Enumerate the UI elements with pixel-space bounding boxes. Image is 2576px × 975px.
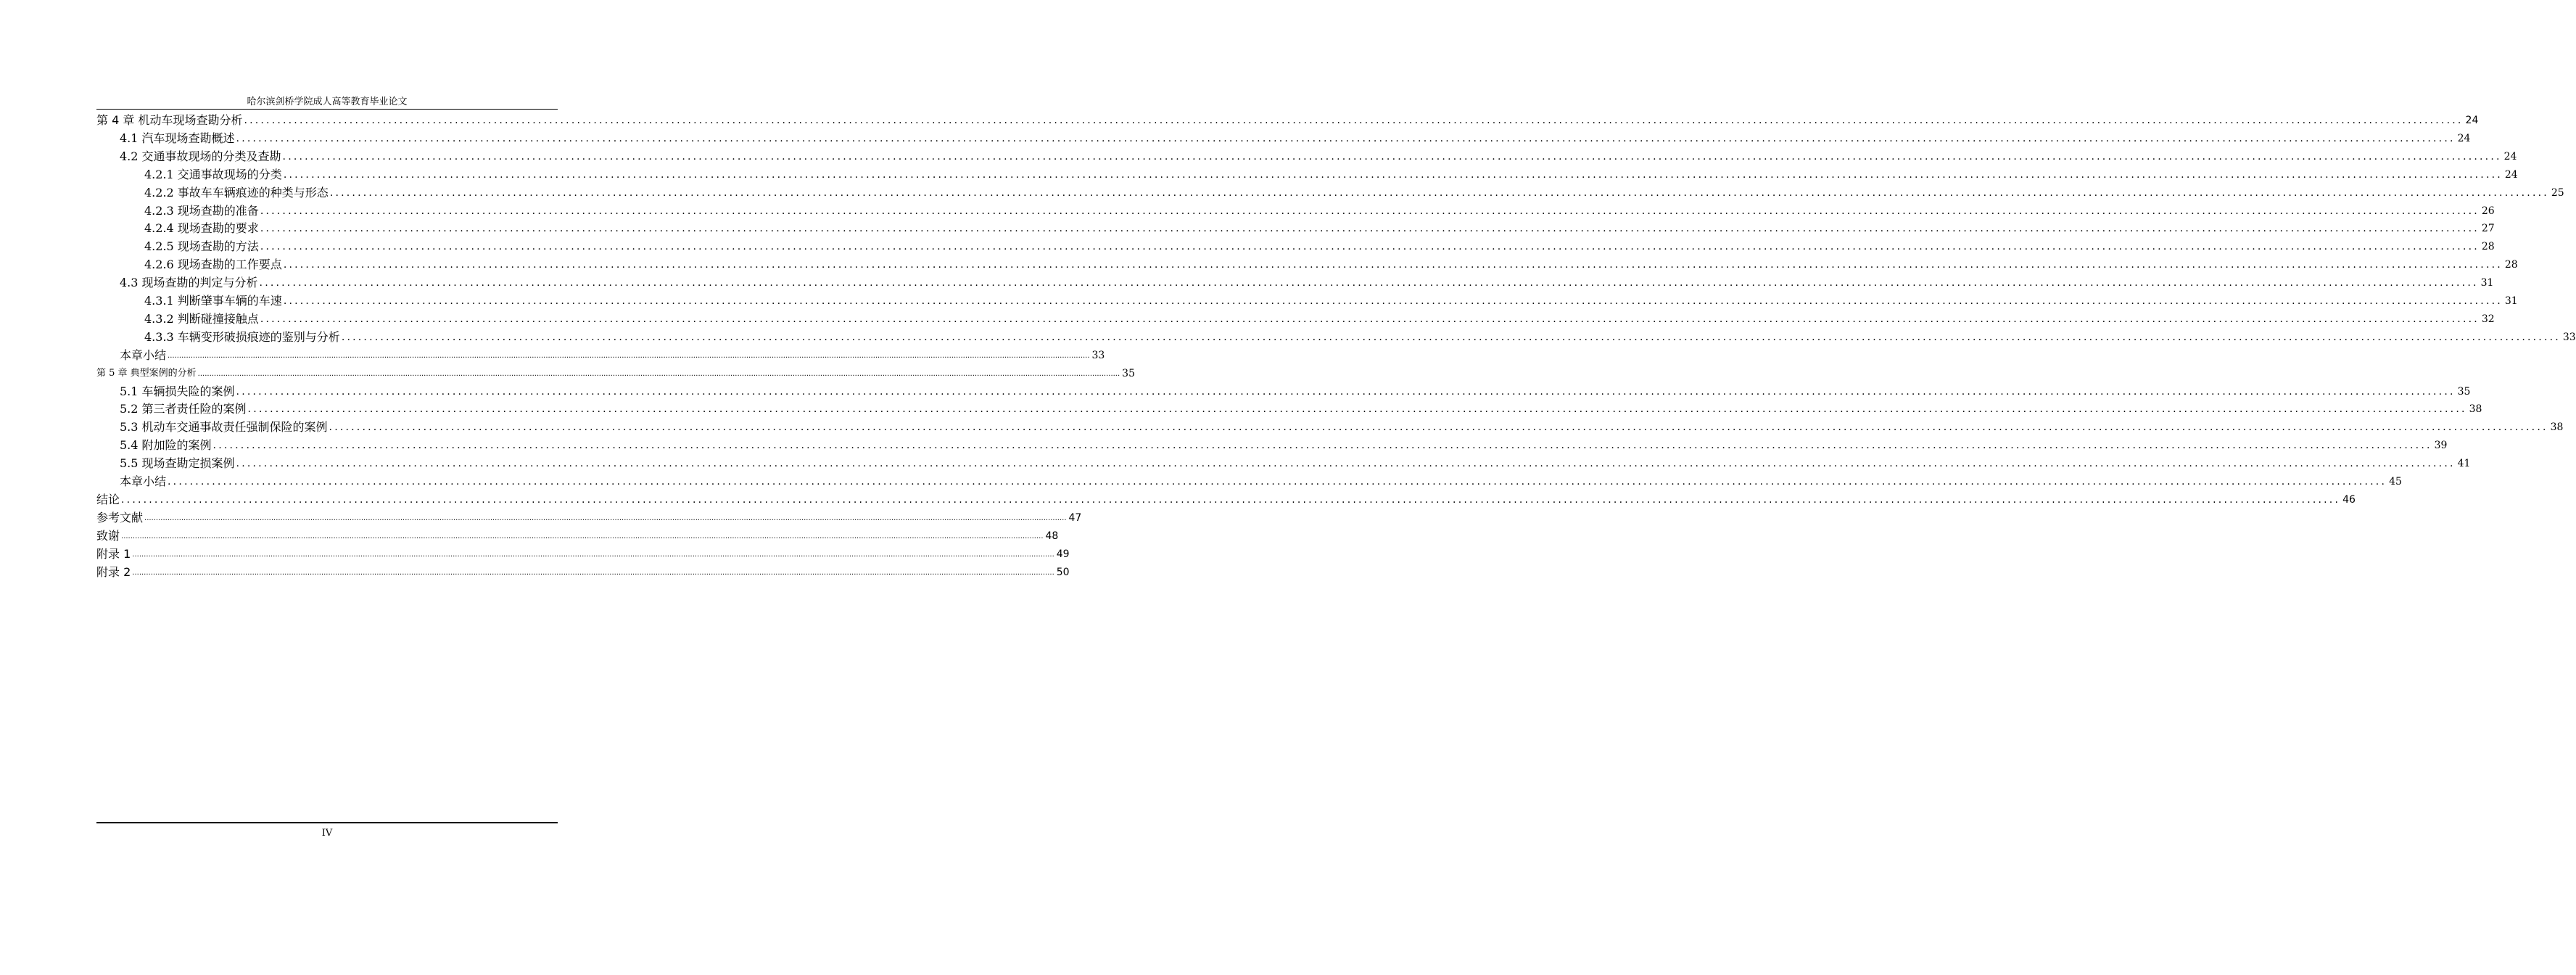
toc-leader-dots: ................................................................................................................................................................................................................................................................................................................................................................................................................ bbox=[168, 351, 1090, 360]
toc-leader-dots: ................................................................................................................................................................................................................................................................................................................................................................................................................ bbox=[329, 421, 2548, 434]
toc-leader-dots: ................................................................................................................................................................................................................................................................................................................................................................................................................ bbox=[329, 186, 2549, 199]
toc-leader-dots: ................................................................................................................................................................................................................................................................................................................................................................................................................ bbox=[168, 476, 2387, 488]
toc-leader-dots: ................................................................................................................................................................................................................................................................................................................................................................................................................ bbox=[144, 514, 1067, 522]
toc-entry-title: 附录 1 bbox=[96, 546, 131, 561]
page-number: IV bbox=[321, 828, 333, 839]
toc-entry-title: 4.2.1 交通事故现场的分类 bbox=[144, 167, 282, 181]
toc-entry[interactable] bbox=[120, 345, 1105, 363]
toc-entry-title: 5.5 现场查勘定损案例 bbox=[120, 456, 235, 471]
toc-leader-dots: ................................................................................................................................................................................................................................................................................................................................................................................................................ bbox=[236, 385, 2456, 398]
toc-leader-dots: ................................................................................................................................................................................................................................................................................................................................................................................................................ bbox=[121, 532, 1044, 540]
toc-entry[interactable] bbox=[120, 435, 2448, 453]
toc-leader-dots: ................................................................................................................................................................................................................................................................................................................................................................................................................ bbox=[212, 440, 2432, 452]
header-rule bbox=[96, 109, 558, 110]
toc-entry-page: 27 bbox=[2481, 223, 2495, 235]
toc-entry-title: 4.2.4 现场查勘的要求 bbox=[144, 221, 259, 236]
toc-entry[interactable] bbox=[96, 562, 1070, 580]
toc-entry-page: 39 bbox=[2434, 440, 2448, 452]
toc-entry-title: 结论 bbox=[96, 492, 120, 506]
toc-leader-dots: ................................................................................................................................................................................................................................................................................................................................................................................................................ bbox=[260, 241, 2480, 253]
toc-entry-page: 24 bbox=[2504, 168, 2518, 181]
toc-entry[interactable] bbox=[144, 165, 2518, 182]
toc-entry-page: 35 bbox=[1122, 367, 1135, 379]
toc-leader-dots: ................................................................................................................................................................................................................................................................................................................................................................................................................ bbox=[260, 205, 2480, 217]
toc-entry[interactable] bbox=[144, 218, 2495, 236]
toc-entry-page: 24 bbox=[2465, 115, 2479, 126]
toc-leader-dots: ................................................................................................................................................................................................................................................................................................................................................................................................................ bbox=[283, 295, 2503, 307]
toc-entry-title: 附录 2 bbox=[96, 564, 131, 579]
toc-leader-dots: ................................................................................................................................................................................................................................................................................................................................................................................................................ bbox=[260, 223, 2480, 235]
toc-entry-title: 4.2.2 事故车车辆痕迹的种类与形态 bbox=[144, 185, 329, 199]
toc-leader-dots: ................................................................................................................................................................................................................................................................................................................................................................................................................ bbox=[259, 277, 2479, 289]
toc-entry[interactable] bbox=[120, 417, 2564, 435]
toc-entry-title: 4.2.3 现场查勘的准备 bbox=[144, 203, 259, 218]
toc-entry-title: 5.1 车辆损失险的案例 bbox=[120, 384, 235, 398]
toc-entry[interactable] bbox=[120, 128, 2471, 146]
toc-entry-title: 5.4 附加险的案例 bbox=[120, 438, 212, 453]
toc-entry-title: 4.2.5 现场查勘的方法 bbox=[144, 239, 259, 254]
toc-entry[interactable] bbox=[96, 526, 1059, 543]
toc-entry-page: 35 bbox=[2457, 385, 2471, 398]
toc-entry-page: 41 bbox=[2457, 458, 2471, 470]
toc-entry-page: 28 bbox=[2504, 259, 2518, 271]
toc-entry-page: 26 bbox=[2481, 205, 2495, 217]
toc-entry[interactable] bbox=[144, 291, 2518, 308]
toc-entry-title: 参考文献 bbox=[96, 510, 144, 524]
toc-entry-title: 4.3.1 判断肇事车辆的车速 bbox=[144, 294, 282, 308]
toc-entry-title: 致谢 bbox=[96, 528, 120, 543]
toc-leader-dots: ................................................................................................................................................................................................................................................................................................................................................................................................................ bbox=[283, 168, 2503, 181]
toc-entry-page: 38 bbox=[2550, 421, 2564, 434]
toc-entry-page: 49 bbox=[1056, 548, 1070, 560]
toc-leader-dots: ................................................................................................................................................................................................................................................................................................................................................................................................................ bbox=[132, 550, 1054, 559]
toc-leader-dots: ................................................................................................................................................................................................................................................................................................................................................................................................................ bbox=[197, 369, 1120, 378]
toc-leader-dots: ................................................................................................................................................................................................................................................................................................................................................................................................................ bbox=[260, 313, 2480, 325]
toc-entry[interactable] bbox=[120, 399, 2482, 416]
toc-entry-page: 24 bbox=[2503, 150, 2517, 162]
toc-leader-dots: ................................................................................................................................................................................................................................................................................................................................................................................................................ bbox=[121, 493, 2341, 506]
toc-entry[interactable] bbox=[144, 236, 2495, 254]
toc-entry[interactable] bbox=[120, 453, 2471, 471]
toc-entry-title: 4.1 汽车现场查勘概述 bbox=[120, 131, 235, 145]
toc-entry[interactable] bbox=[96, 490, 2356, 507]
toc-entry[interactable] bbox=[144, 183, 2564, 200]
toc-entry-page: 28 bbox=[2481, 241, 2495, 253]
toc-leader-dots: ................................................................................................................................................................................................................................................................................................................................................................................................................ bbox=[341, 331, 2561, 343]
toc-entry[interactable] bbox=[96, 363, 1135, 381]
toc-entry-page: 46 bbox=[2342, 493, 2356, 506]
toc-leader-dots: ................................................................................................................................................................................................................................................................................................................................................................................................................ bbox=[236, 132, 2456, 144]
toc-entry-title: 4.3.3 车辆变形破损痕迹的鉴别与分析 bbox=[144, 329, 340, 344]
toc-leader-dots: ................................................................................................................................................................................................................................................................................................................................................................................................................ bbox=[247, 403, 2467, 416]
toc-entry[interactable] bbox=[120, 273, 2494, 290]
toc-entry-title: 第 5 章 典型案例的分析 bbox=[96, 367, 197, 379]
toc-entry[interactable] bbox=[144, 201, 2495, 218]
toc-leader-dots: ................................................................................................................................................................................................................................................................................................................................................................................................................ bbox=[283, 259, 2503, 271]
toc-leader-dots: ................................................................................................................................................................................................................................................................................................................................................................................................................ bbox=[282, 150, 2502, 162]
toc-entry-page: 31 bbox=[2504, 295, 2518, 307]
toc-entry-title: 第 4 章 机动车现场查勘分析 bbox=[96, 113, 243, 127]
toc-leader-dots: ................................................................................................................................................................................................................................................................................................................................................................................................................ bbox=[244, 115, 2464, 126]
toc-entry-title: 4.2 交通事故现场的分类及查勘 bbox=[120, 149, 281, 163]
toc-entry-page: 24 bbox=[2457, 132, 2471, 144]
toc-entry-page: 33 bbox=[2562, 331, 2576, 343]
toc-leader-dots: ................................................................................................................................................................................................................................................................................................................................................................................................................ bbox=[236, 458, 2456, 470]
toc-entry[interactable] bbox=[96, 508, 1082, 525]
toc-entry-page: 48 bbox=[1045, 530, 1059, 542]
toc-entry[interactable] bbox=[144, 327, 2576, 345]
toc-entry-page: 33 bbox=[1091, 349, 1105, 361]
toc-entry[interactable] bbox=[144, 309, 2495, 326]
toc-entry-title: 5.2 第三者责任险的案例 bbox=[120, 402, 247, 416]
toc-entry-title: 4.3 现场查勘的判定与分析 bbox=[120, 276, 258, 290]
toc-entry-title: 5.3 机动车交通事故责任强制保险的案例 bbox=[120, 420, 328, 435]
toc-entry-page: 32 bbox=[2481, 313, 2495, 325]
toc-entry[interactable] bbox=[120, 472, 2402, 489]
toc-entry-page: 25 bbox=[2551, 186, 2564, 199]
toc-entry[interactable] bbox=[120, 147, 2517, 164]
toc-entry-page: 50 bbox=[1056, 566, 1070, 578]
toc-entry[interactable] bbox=[96, 544, 1070, 561]
toc-entry-page: 38 bbox=[2469, 403, 2482, 416]
toc-entry-page: 45 bbox=[2389, 476, 2402, 488]
toc-entry-page: 47 bbox=[1068, 511, 1082, 524]
toc-entry-title: 4.3.2 判断碰撞接触点 bbox=[144, 311, 259, 326]
toc-entry-title: 本章小结 bbox=[120, 474, 167, 488]
toc-leader-dots: ................................................................................................................................................................................................................................................................................................................................................................................................................ bbox=[132, 568, 1054, 577]
toc-entry-page: 31 bbox=[2480, 277, 2494, 289]
footer-rule bbox=[96, 822, 558, 823]
toc-entry[interactable] bbox=[120, 382, 2471, 399]
toc-entry-title: 本章小结 bbox=[120, 347, 167, 362]
toc-entry[interactable] bbox=[96, 110, 2479, 128]
running-header: 哈尔滨剑桥学院成人高等教育毕业论文 bbox=[247, 96, 408, 107]
toc-entry[interactable] bbox=[144, 255, 2518, 272]
toc-entry-title: 4.2.6 现场查勘的工作要点 bbox=[144, 258, 282, 272]
